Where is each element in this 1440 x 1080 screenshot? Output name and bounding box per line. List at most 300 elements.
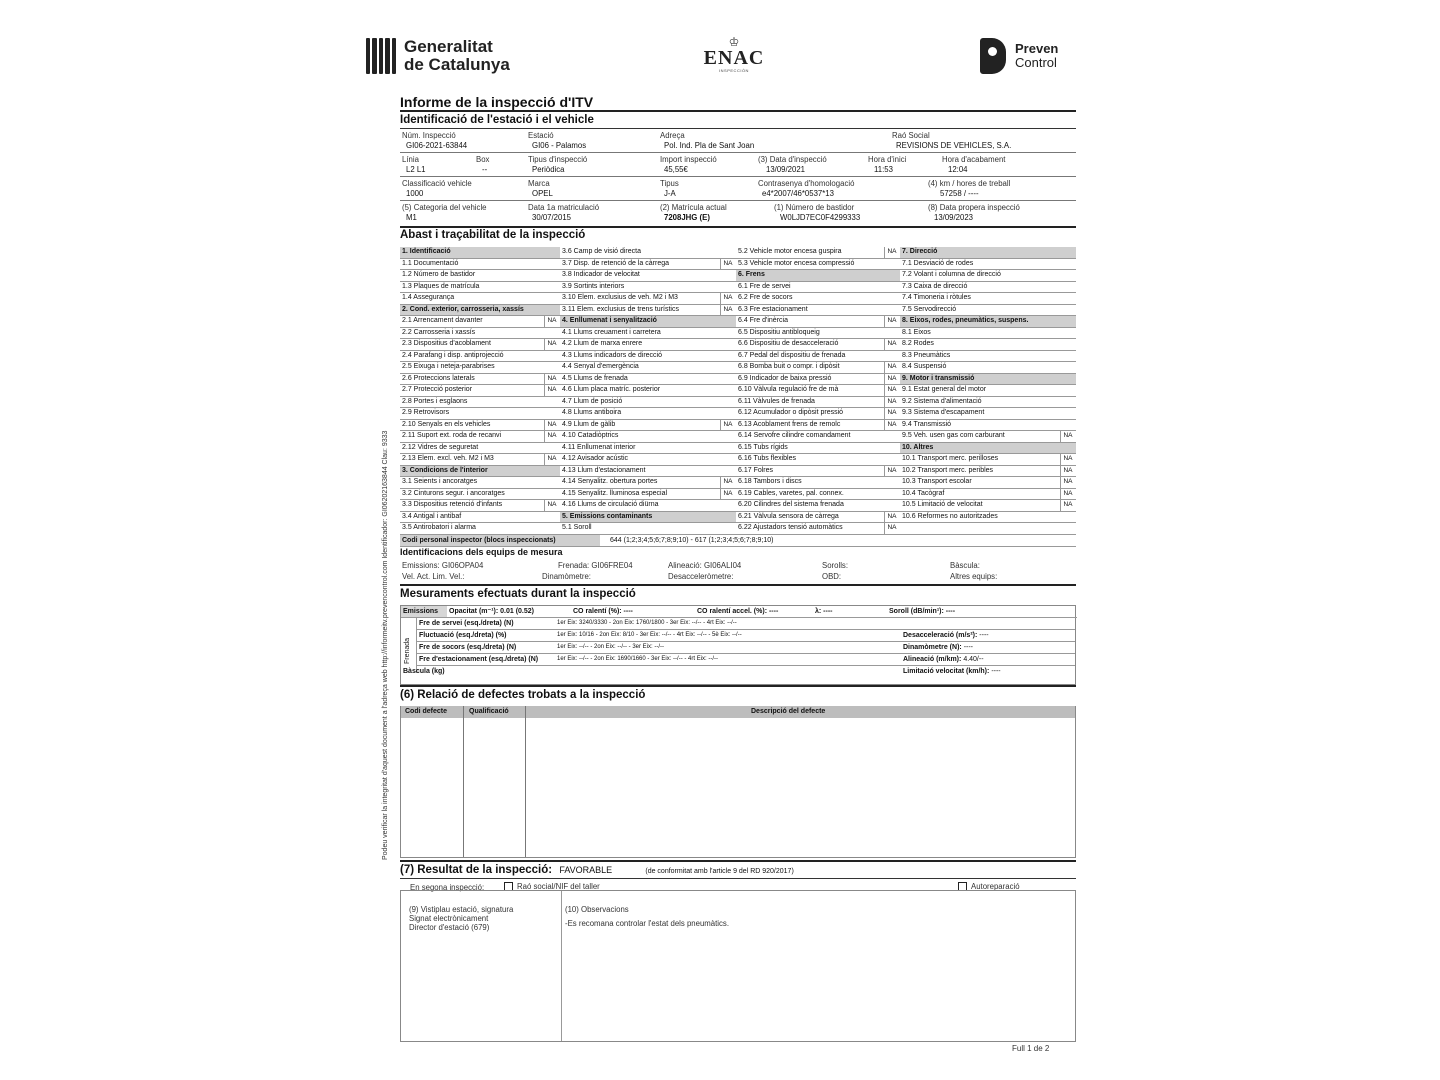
prevencontrol-p-icon <box>980 38 1006 74</box>
scope-item-label: 6.12 Acumulador o dipòsit pressió <box>738 409 844 416</box>
scope-item <box>560 259 736 271</box>
field-label: Import inspecció <box>660 155 717 164</box>
scope-item-label: 3.11 Elem. exclusius de trens turístics <box>562 305 679 313</box>
scope-item <box>900 385 1076 397</box>
measure-label: Fluctuació (esq./dreta) (%) <box>419 632 507 639</box>
inspector-value: 644 (1;2;3;4;5;6;7;8;9;10) - 617 (1;2;3;4;5;6;7;8;9;10) <box>610 537 774 544</box>
field-label: Adreça <box>660 131 685 140</box>
field-label: (3) Data d'inspecció <box>758 155 827 164</box>
section-scope-title: Abast i traçabilitat de la inspecció <box>400 229 586 241</box>
field-label: Box <box>476 155 490 164</box>
col-defect-code: Codi defecte <box>405 708 448 715</box>
field-label: (1) Número de bastidor <box>774 203 855 212</box>
scope-na-cell: NA <box>884 466 899 477</box>
scope-item-label: 6.2 Fre de socors <box>738 294 793 301</box>
sign-line3: Director d'estació (679) <box>409 923 490 932</box>
scope-item-label: 6.22 Ajustadors tensió automàtics <box>738 524 843 531</box>
measure-value: 1er Eix: 3240/3330 - 2on Eix: 1760/1800 - 3er Eix: --/-- - 4rt Eix: --/-- <box>557 620 737 626</box>
scope-item <box>400 293 560 305</box>
scope-na-cell: NA <box>1060 477 1075 488</box>
scope-item-label: 9.2 Sistema d'alimentació <box>902 397 982 405</box>
scope-na-cell: NA <box>1060 466 1075 477</box>
scope-na-cell: NA <box>884 374 899 385</box>
signature-observations-box <box>400 890 1076 1042</box>
scope-item-label: 10.5 Limitació de velocitat <box>902 501 983 508</box>
scope-item-label: 7.1 Desviació de rodes <box>902 259 974 267</box>
scope-na-cell: NA <box>1060 500 1075 511</box>
scope-item <box>560 351 736 363</box>
scope-item <box>900 293 1076 305</box>
scope-item-label: 6. Frens <box>738 271 765 278</box>
vin-value: W0LJD7EC0F4299333 <box>780 213 861 222</box>
scope-item <box>560 500 736 512</box>
scope-item-label: 6.14 Servofre cilindre comandament <box>738 432 851 439</box>
scope-item-label: 6.10 Vàlvula regulació fre de mà <box>738 386 839 393</box>
field-label: Tipus d'inspecció <box>528 155 588 164</box>
scope-item-label: 7.4 Timoneria i ròtules <box>902 294 971 301</box>
divider <box>400 878 1076 879</box>
field-value: 30/07/2015 <box>532 213 572 222</box>
scope-item <box>736 385 900 397</box>
field-label: Tipus <box>660 179 679 188</box>
scope-item <box>400 431 560 443</box>
scope-item-label: 4.9 Llum de gàlib <box>562 420 616 428</box>
scope-item-label: 9.4 Transmissió <box>902 420 952 428</box>
scope-item <box>560 385 736 397</box>
measurements-table <box>400 605 1076 685</box>
scope-item-label: 6.15 Tubs rígids <box>738 443 788 451</box>
inspector-label: Codi personal inspector (blocs inspeccionats) <box>400 535 600 546</box>
scope-item <box>736 466 900 478</box>
scope-block-header <box>400 247 560 259</box>
scale-row <box>401 666 1075 678</box>
scope-item <box>736 305 900 317</box>
field-value: Periòdica <box>532 165 565 174</box>
alignment-value: Alineació (m/km): 4.40/-- <box>903 656 984 663</box>
scope-item-label: 10.6 Reformes no autoritzades <box>902 512 998 520</box>
divider <box>400 200 1076 201</box>
service-brake-row <box>417 618 1075 630</box>
field-label: Raó Social <box>892 131 930 140</box>
scale-label: Bàscula (kg) <box>403 668 445 675</box>
field-value: 1000 <box>406 189 424 198</box>
scope-item <box>400 351 560 363</box>
scope-item-label: 2.6 Proteccions laterals <box>402 374 475 382</box>
scope-item <box>736 282 900 294</box>
scope-item <box>900 500 1076 512</box>
scope-item-label: 4.11 Enllumenat interior <box>562 443 636 451</box>
scope-item <box>736 362 900 374</box>
scope-item <box>400 259 560 271</box>
scope-column-3 <box>736 247 900 535</box>
scope-item-label: 1. Identificació <box>402 248 451 255</box>
speed-limit-value: Limitació velocitat (km/h): ---- <box>903 668 1001 675</box>
scope-item <box>736 328 900 340</box>
scope-item <box>400 339 560 351</box>
scope-item-label: 3.4 Antigal i antibaf <box>402 512 462 520</box>
divider <box>561 891 562 1041</box>
scope-item-label: 6.18 Tambors i discs <box>738 478 802 485</box>
inspector-row <box>400 535 1076 547</box>
scope-item <box>736 443 900 455</box>
scope-item <box>400 374 560 386</box>
field-value: e4*2007/46*0537*13 <box>762 189 834 198</box>
col-qualification: Qualificació <box>469 708 509 715</box>
scope-item-label: 2.2 Carrosseria i xassís <box>402 328 476 336</box>
scope-item-label: 3.7 Disp. de retenció de la càrrega <box>562 259 670 267</box>
scope-na-cell: NA <box>884 420 899 431</box>
scope-item <box>736 500 900 512</box>
scope-item <box>736 489 900 501</box>
scope-item <box>736 477 900 489</box>
scope-item-label: 4.15 Senyalitz. lluminosa especial <box>562 489 668 497</box>
field-value: 45,55€ <box>664 165 688 174</box>
emissions-row <box>401 606 1077 618</box>
scope-item-label: 6.19 Cables, varetes, pal. connex. <box>738 489 844 497</box>
lambda-value: λ: ---- <box>815 608 833 615</box>
scope-item <box>736 293 900 305</box>
dynamometer-value: Dinamòmetre (N): ---- <box>903 644 974 651</box>
scope-na-cell: NA <box>544 431 559 442</box>
scope-item-label: 7.2 Volant i columna de direcció <box>902 271 1001 278</box>
scope-item-label: 1.1 Documentació <box>402 259 459 267</box>
enac-sub: INSPECCIÓN <box>719 68 749 73</box>
scope-item <box>400 500 560 512</box>
enac-word: ENAC <box>703 47 765 69</box>
scope-item <box>400 523 560 535</box>
equipment-noise: Sorolls: <box>822 561 848 570</box>
field-value: REVISIONS DE VEHICLES, S.A. <box>896 141 1012 150</box>
generalitat-line2: de Catalunya <box>404 55 510 74</box>
result-title: (7) Resultat de la inspecció: <box>400 864 553 876</box>
scope-item-label: 6.21 Vàlvula sensora de càrrega <box>738 512 839 520</box>
opacity-value: Opacitat (m⁻¹): 0.01 (0.52) <box>449 608 534 615</box>
scope-item <box>400 477 560 489</box>
field-value: 13/09/2021 <box>766 165 806 174</box>
scope-item-label: 6.13 Acoblament frens de remolc <box>738 420 841 428</box>
scope-item <box>900 420 1076 432</box>
observations-title: (10) Observacions <box>565 905 629 914</box>
scope-item <box>900 328 1076 340</box>
scope-item-label: 6.8 Bomba buit o compr. i dipòsit <box>738 363 840 370</box>
scope-item <box>736 374 900 386</box>
measure-value: 1er Eix: 10/16 - 2on Eix: 8/10 - 3er Eix: --/-- - 4rt Eix: --/-- - 5è Eix: --/-- <box>557 632 742 638</box>
scope-na-cell: NA <box>720 477 735 488</box>
scope-item <box>900 305 1076 317</box>
field-value: GI06 - Palamos <box>532 141 587 150</box>
section-equipment-title: Identificacions dels equips de mesura <box>400 547 563 557</box>
scope-na-cell: NA <box>884 385 899 396</box>
scope-item-label: 9. Motor i transmissió <box>902 374 975 382</box>
scope-item-label: 2.10 Senyals en els vehicles <box>402 420 491 428</box>
scope-item-label: 3.3 Dispositius retenció d'infants <box>402 501 503 508</box>
scope-item <box>900 362 1076 374</box>
scope-na-cell: NA <box>720 420 735 431</box>
scope-block-header <box>736 270 900 282</box>
scope-item <box>900 489 1076 501</box>
result-row <box>400 864 794 876</box>
scope-item <box>560 408 736 420</box>
result-value: FAVORABLE <box>559 865 613 875</box>
scope-item-label: 5.2 Vehicle motor encesa guspira <box>738 248 842 255</box>
scope-item-label: 1.4 Assegurança <box>402 294 455 301</box>
scope-item <box>560 339 736 351</box>
scope-item <box>900 512 1076 524</box>
scope-item <box>900 282 1076 294</box>
field-label: Classificació vehicle <box>402 179 472 188</box>
scope-item <box>400 512 560 524</box>
scope-item <box>400 489 560 501</box>
scope-na-cell: NA <box>884 397 899 408</box>
scope-block-header <box>900 443 1076 455</box>
scope-item-label: 4.16 Llums de circulació diürna <box>562 501 659 508</box>
scope-item-label: 10.1 Transport merc. perilloses <box>902 455 999 462</box>
scope-item <box>736 351 900 363</box>
scope-item <box>560 282 736 294</box>
field-value: M1 <box>406 213 417 222</box>
generalitat-line1: Generalitat <box>404 37 493 56</box>
scope-item-label: 2. Cond. exterior, carrosseria, xassís <box>402 305 524 313</box>
scope-na-cell: NA <box>884 362 899 373</box>
field-value: 11:53 <box>874 165 893 174</box>
scope-na-cell: NA <box>720 293 735 304</box>
braking-side-label <box>401 618 417 673</box>
scope-item-label: 7. Direcció <box>902 248 938 255</box>
scope-na-cell: NA <box>884 339 899 350</box>
scope-item <box>400 328 560 340</box>
verification-text: Podeu verificar la integritat d'aquest document a l'adreça web http://informeitv.prevencontrol.com Identificador: GI06202163844 Clau: 9333 <box>382 430 389 860</box>
scope-na-cell: NA <box>884 316 899 327</box>
scope-item <box>400 270 560 282</box>
divider <box>400 128 1076 129</box>
scope-item <box>400 282 560 294</box>
page-number: Full 1 de 2 <box>1012 1044 1050 1053</box>
preven-line1: Preven <box>1015 41 1059 56</box>
field-label: Núm. Inspecció <box>402 131 456 140</box>
scope-item <box>736 316 900 328</box>
observations-text: -Es recomana controlar l'estat dels pneumàtics. <box>565 919 729 928</box>
field-label: Estació <box>528 131 554 140</box>
scope-column-4 <box>900 247 1076 535</box>
scope-item-label: 4. Enllumenat i senyalització <box>562 317 657 324</box>
scope-item-label: 3.5 Antirobatori i alarma <box>402 524 476 531</box>
divider <box>400 176 1076 177</box>
scope-item-label: 4.8 Llums antiboira <box>562 409 622 416</box>
scope-item-label: 5.1 Soroll <box>562 524 592 531</box>
scope-block-header <box>400 305 560 317</box>
scope-item <box>560 523 736 535</box>
scope-item <box>400 316 560 328</box>
social-reason-label: Raó social/NIF del taller <box>517 882 600 891</box>
scope-na-cell: NA <box>1060 489 1075 500</box>
field-value: 13/09/2023 <box>934 213 974 222</box>
verification-note <box>382 300 396 860</box>
defects-table <box>400 706 1076 858</box>
scope-item <box>560 443 736 455</box>
co-idle-value: CO ralentí (%): ---- <box>573 608 633 615</box>
defects-header <box>401 706 1075 718</box>
sign-line1: (9) Vistiplau estació, signatura <box>409 905 514 914</box>
scope-block-header <box>560 316 736 328</box>
scope-item-label: 2.12 Vidres de seguretat <box>402 443 479 451</box>
scope-item <box>736 247 900 259</box>
section-defects-title: (6) Relació de defectes trobats a la inspecció <box>400 689 646 701</box>
scope-item-label: 4.4 Senyal d'emergència <box>562 363 639 370</box>
section-rule <box>400 226 1076 228</box>
scope-item-label: 6.3 Fre estacionament <box>738 305 808 313</box>
scope-item-label: 6.11 Vàlvules de frenada <box>738 397 815 405</box>
field-label: Data 1a matriculació <box>528 203 600 212</box>
scope-item-label: 7.5 Servodirecció <box>902 305 957 313</box>
scope-item-label: 4.3 Llums indicadors de direcció <box>562 351 662 359</box>
scope-item-label: 2.13 Elem. excl. veh. M2 i M3 <box>402 455 494 462</box>
noise-value: Soroll (dB/min¹): ---- <box>889 608 956 615</box>
equipment-obd: OBD: <box>822 572 842 581</box>
enac-logo <box>702 36 766 73</box>
scope-item-label: 4.5 Llums de frenada <box>562 374 628 382</box>
scope-na-cell: NA <box>544 316 559 327</box>
second-inspection-label: En segona inspecció: <box>410 883 485 892</box>
equipment-speed-limiter: Vel. Act. Lim. Vel.: <box>402 572 465 581</box>
scope-item <box>560 477 736 489</box>
equipment-scale: Bàscula: <box>950 561 980 570</box>
scope-item <box>736 408 900 420</box>
measure-value: 1er Eix: --/-- - 2on Eix: --/-- - 3er Eix: --/-- <box>557 644 665 650</box>
scope-item-label: 6.4 Fre d'inèrcia <box>738 317 788 324</box>
field-value: 57258 / ---- <box>940 189 979 198</box>
scope-item <box>560 374 736 386</box>
equipment-emissions: Emissions: GI06OPA04 <box>402 561 484 570</box>
deceleration-value: Desacceleració (m/s²): ---- <box>903 632 989 639</box>
divider <box>525 706 526 857</box>
generalitat-logo <box>366 38 510 74</box>
plate-value: 7208JHG (E) <box>664 213 710 222</box>
divider <box>400 152 1076 153</box>
field-label: Contrasenya d'homologació <box>758 179 855 188</box>
scope-item <box>560 431 736 443</box>
scope-item-label: 2.11 Suport ext. roda de recanvi <box>402 432 502 439</box>
scope-na-cell: NA <box>544 500 559 511</box>
scope-item-label: 6.7 Pedal del dispositiu de frenada <box>738 351 846 359</box>
emergency-brake-row <box>417 642 1075 654</box>
scope-item <box>736 339 900 351</box>
scope-item <box>736 259 900 271</box>
scope-item-label: 3.10 Elem. exclusius de veh. M2 i M3 <box>562 294 678 301</box>
co-idle-accel-value: CO ralentí accel. (%): ---- <box>697 608 779 615</box>
scope-na-cell: NA <box>544 374 559 385</box>
section-identification-title: Identificació de l'estació i el vehicle <box>400 114 594 126</box>
scope-item-label: 9.1 Estat general del motor <box>902 386 987 393</box>
field-label: (2) Matrícula actual <box>660 203 727 212</box>
braking-label: Frenada <box>404 637 411 664</box>
scope-na-cell: NA <box>544 339 559 350</box>
scope-item-label: 8.3 Pneumàtics <box>902 351 951 359</box>
scope-item <box>560 420 736 432</box>
scope-item-label: 3.9 Sortints interiors <box>562 282 625 290</box>
document-title: Informe de la inspecció d'ITV <box>400 94 594 110</box>
prevencontrol-logo <box>980 38 1058 74</box>
scope-item-label: 4.10 Catadiòptrics <box>562 432 619 439</box>
scope-item-label: 10.3 Transport escolar <box>902 478 972 485</box>
scope-block-header <box>900 316 1076 328</box>
field-label: Línia <box>402 155 419 164</box>
scope-item-label: 7.3 Caixa de direcció <box>902 282 968 290</box>
result-note: (de conformitat amb l'article 9 del RD 920/2017) <box>645 868 794 875</box>
scope-item-label: 2.3 Dispositius d'acoblament <box>402 340 491 347</box>
scope-item-label: 4.2 Llum de marxa enrere <box>562 340 643 347</box>
scope-item <box>560 489 736 501</box>
scope-item-label: 2.8 Portes i esglaons <box>402 397 468 405</box>
scope-na-cell: NA <box>884 408 899 419</box>
scope-item-label: 3. Condicions de l'interior <box>402 466 488 474</box>
scope-block-header <box>400 466 560 478</box>
scope-na-cell: NA <box>884 512 899 523</box>
measure-value: 1er Eix: --/-- - 2on Eix: 1690/1660 - 3er Eix: --/-- - 4rt Eix: --/-- <box>557 656 719 662</box>
scope-item-label: 1.3 Plaques de matrícula <box>402 282 480 290</box>
scope-item-label: 3.1 Seients i ancoratges <box>402 478 478 485</box>
scope-item <box>400 397 560 409</box>
scope-na-cell: NA <box>544 385 559 396</box>
scope-item <box>560 362 736 374</box>
scope-item <box>560 466 736 478</box>
scope-item <box>560 305 736 317</box>
fluctuation-row <box>417 630 1075 642</box>
scope-item <box>400 443 560 455</box>
measure-label: Fre d'estacionament (esq./dreta) (N) <box>419 656 539 663</box>
scope-na-cell: NA <box>720 305 735 316</box>
scope-item-label: 2.5 Eixuga i neteja-parabrises <box>402 363 495 370</box>
scope-item <box>900 408 1076 420</box>
scope-item <box>560 247 736 259</box>
scope-item-label: 6.9 Indicador de baixa pressió <box>738 374 832 382</box>
scope-item-label: 8.1 Eixos <box>902 328 931 336</box>
scope-item <box>560 328 736 340</box>
section-measurements-title: Mesuraments efectuats durant la inspecció <box>400 588 636 600</box>
section-rule <box>400 584 1076 586</box>
equipment-braking: Frenada: GI06FRE04 <box>558 561 633 570</box>
scope-na-cell: NA <box>720 259 735 270</box>
parking-brake-row <box>417 654 1075 666</box>
scope-item <box>900 351 1076 363</box>
scope-column-2 <box>560 247 736 535</box>
scope-item <box>736 454 900 466</box>
scope-item-label: 2.9 Retrovisors <box>402 409 450 416</box>
scope-item-label: 1.2 Número de bastidor <box>402 271 476 278</box>
scope-item <box>900 523 1076 535</box>
field-value: Pol. Ind. Pla de Sant Joan <box>664 141 755 150</box>
scope-item-label: 10.4 Tacògraf <box>902 489 945 497</box>
scope-item <box>736 431 900 443</box>
crown-icon: ♔ <box>728 35 740 49</box>
scope-item-label: 4.14 Senyalitz. obertura portes <box>562 478 658 485</box>
field-label: (4) km / hores de treball <box>928 179 1011 188</box>
scope-block-header <box>900 247 1076 259</box>
scope-item <box>900 397 1076 409</box>
scope-item-label: 4.13 Llum d'estacionament <box>562 466 646 474</box>
scope-item <box>736 420 900 432</box>
scope-item-label: 2.4 Parafang i disp. antiprojecció <box>402 351 504 359</box>
scope-na-cell: NA <box>884 523 899 534</box>
scope-item <box>400 454 560 466</box>
field-label: (5) Categoria del vehicle <box>402 203 487 212</box>
section-rule <box>400 685 1076 687</box>
field-value: 12:04 <box>948 165 968 174</box>
scope-item-label: 2.1 Arrencament davanter <box>402 317 483 324</box>
scope-item-label: 9.5 Veh. usen gas com carburant <box>902 432 1005 439</box>
scope-item <box>900 477 1076 489</box>
scope-item <box>560 454 736 466</box>
scope-item <box>736 397 900 409</box>
